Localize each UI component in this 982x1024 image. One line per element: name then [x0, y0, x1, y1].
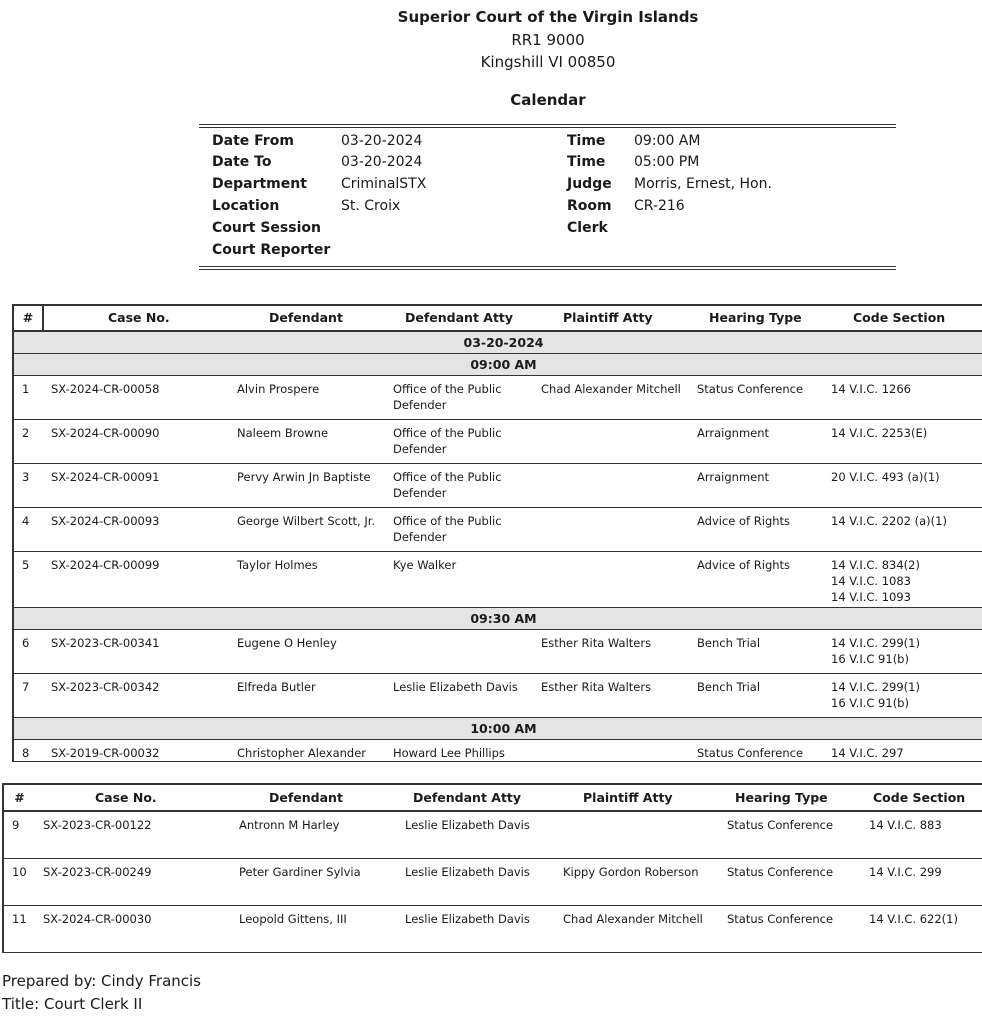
- calendar-table-page-1: [12, 304, 982, 762]
- plaintiff-attorney: [533, 740, 689, 762]
- row-number: 2: [13, 420, 43, 464]
- table-row: [3, 811, 982, 859]
- case-number: SX-2024-CR-00030: [35, 906, 231, 953]
- time-from-label: Time: [567, 133, 606, 149]
- case-number: SX-2023-CR-00342: [43, 674, 229, 718]
- defendant-name: Eugene O Henley: [229, 630, 385, 674]
- court-session-label: Court Session: [212, 220, 321, 236]
- plaintiff-attorney: Kippy Gordon Roberson: [555, 859, 719, 906]
- time-group-row-1000-label: 10:00 AM: [13, 718, 982, 740]
- hearing-type: Advice of Rights: [689, 508, 823, 552]
- code-section: 14 V.I.C. 299: [861, 859, 982, 906]
- case-number: SX-2024-CR-00093: [43, 508, 229, 552]
- defendant-name: Peter Gardiner Sylvia: [231, 859, 397, 906]
- table-row: [13, 508, 982, 552]
- time-group-row-0900-label: 09:00 AM: [13, 354, 982, 376]
- address-line-2: Kingshill VI 00850: [480, 53, 616, 71]
- defendant-attorney: Office of the Public Defender: [385, 420, 533, 464]
- case-number: SX-2019-CR-00032: [43, 740, 229, 762]
- table-row: [13, 464, 982, 508]
- table-row: [13, 740, 982, 762]
- hearing-type: Arraignment: [689, 464, 823, 508]
- col-header-code-section: Code Section: [861, 784, 982, 811]
- col-header-defendant-atty: Defendant Atty: [397, 784, 555, 811]
- defendant-attorney: Leslie Elizabeth Davis: [397, 811, 555, 859]
- defendant-name: Pervy Arwin Jn Baptiste: [229, 464, 385, 508]
- time-group-row-0900: [13, 354, 982, 376]
- department-label: Department: [212, 176, 307, 192]
- row-number: 11: [3, 906, 35, 953]
- defendant-name: Christopher Alexander: [229, 740, 385, 762]
- case-number: SX-2024-CR-00058: [43, 376, 229, 420]
- case-number: SX-2023-CR-00341: [43, 630, 229, 674]
- col-header-defendant: Defendant: [231, 784, 397, 811]
- code-section: 14 V.I.C. 622(1): [861, 906, 982, 953]
- time-from-value: 09:00 AM: [634, 133, 701, 149]
- col-header-plaintiff-atty: Plaintiff Atty: [533, 305, 689, 331]
- table-row: [13, 420, 982, 464]
- table-header-row: [3, 784, 982, 811]
- time-to-label: Time: [567, 154, 606, 170]
- date-to-value: 03-20-2024: [341, 154, 423, 170]
- table-row: [13, 376, 982, 420]
- case-number: SX-2023-CR-00122: [35, 811, 231, 859]
- date-from-label: Date From: [212, 133, 294, 149]
- code-section: 14 V.I.C. 297: [823, 740, 982, 762]
- row-number: 5: [13, 552, 43, 608]
- defendant-attorney: Leslie Elizabeth Davis: [397, 906, 555, 953]
- hearing-type: Status Conference: [689, 376, 823, 420]
- plaintiff-attorney: [533, 420, 689, 464]
- plaintiff-attorney: Esther Rita Walters: [533, 630, 689, 674]
- defendant-name: Naleem Browne: [229, 420, 385, 464]
- date-group-row: [13, 331, 982, 354]
- hearing-type: Status Conference: [719, 906, 861, 953]
- clerk-label: Clerk: [567, 220, 608, 236]
- row-number: 7: [13, 674, 43, 718]
- table-row: [13, 552, 982, 608]
- row-number: 6: [13, 630, 43, 674]
- defendant-name: George Wilbert Scott, Jr.: [229, 508, 385, 552]
- col-header-plaintiff-atty: Plaintiff Atty: [555, 784, 719, 811]
- code-section: 14 V.I.C. 2202 (a)(1): [823, 508, 982, 552]
- time-to-value: 05:00 PM: [634, 154, 700, 170]
- defendant-attorney: Office of the Public Defender: [385, 376, 533, 420]
- defendant-attorney: Office of the Public Defender: [385, 464, 533, 508]
- time-group-row-1000: [13, 718, 982, 740]
- col-header-case-no: Case No.: [35, 784, 231, 811]
- defendant-name: Elfreda Butler: [229, 674, 385, 718]
- table-row: [3, 859, 982, 906]
- judge-label: Judge: [567, 176, 612, 192]
- defendant-attorney: Leslie Elizabeth Davis: [385, 674, 533, 718]
- code-section: 20 V.I.C. 493 (a)(1): [823, 464, 982, 508]
- col-header-hearing-type: Hearing Type: [689, 305, 823, 331]
- defendant-attorney: Howard Lee Phillips: [385, 740, 533, 762]
- col-header-code-section: Code Section: [823, 305, 982, 331]
- code-section: 14 V.I.C. 2253(E): [823, 420, 982, 464]
- table-row: [13, 630, 982, 674]
- location-value: St. Croix: [341, 198, 401, 214]
- calendar-info-box: [199, 124, 896, 270]
- row-number: 8: [13, 740, 43, 762]
- col-header-case-no: Case No.: [43, 305, 229, 331]
- court-name: Superior Court of the Virgin Islands: [397, 8, 699, 26]
- plaintiff-attorney: Chad Alexander Mitchell: [555, 906, 719, 953]
- defendant-name: Taylor Holmes: [229, 552, 385, 608]
- calendar-title: Calendar: [510, 91, 586, 109]
- row-number: 9: [3, 811, 35, 859]
- time-group-row-0930: [13, 608, 982, 630]
- hearing-type: Bench Trial: [689, 630, 823, 674]
- row-number: 1: [13, 376, 43, 420]
- defendant-name: Alvin Prospere: [229, 376, 385, 420]
- case-number: SX-2024-CR-00090: [43, 420, 229, 464]
- row-number: 3: [13, 464, 43, 508]
- table-header-row: [13, 305, 982, 331]
- plaintiff-attorney: Chad Alexander Mitchell: [533, 376, 689, 420]
- code-section: 14 V.I.C. 299(1) 16 V.I.C 91(b): [823, 630, 982, 674]
- address-line-1: RR1 9000: [511, 31, 585, 49]
- defendant-attorney: Kye Walker: [385, 552, 533, 608]
- case-number: SX-2023-CR-00249: [35, 859, 231, 906]
- plaintiff-attorney: [533, 552, 689, 608]
- code-section: 14 V.I.C. 299(1) 16 V.I.C 91(b): [823, 674, 982, 718]
- col-header-defendant: Defendant: [229, 305, 385, 331]
- col-header-defendant-atty: Defendant Atty: [385, 305, 533, 331]
- plaintiff-attorney: [555, 811, 719, 859]
- plaintiff-attorney: [533, 464, 689, 508]
- plaintiff-attorney: Esther Rita Walters: [533, 674, 689, 718]
- department-value: CriminalSTX: [341, 176, 427, 192]
- defendant-name: Antronn M Harley: [231, 811, 397, 859]
- case-number: SX-2024-CR-00091: [43, 464, 229, 508]
- preparer-title: Title: Court Clerk II: [2, 995, 143, 1013]
- hearing-type: Status Conference: [719, 859, 861, 906]
- col-header-num: #: [3, 784, 35, 811]
- case-number: SX-2024-CR-00099: [43, 552, 229, 608]
- date-group-row-label: 03-20-2024: [13, 331, 982, 354]
- hearing-type: Status Conference: [689, 740, 823, 762]
- table-row: [13, 674, 982, 718]
- hearing-type: Arraignment: [689, 420, 823, 464]
- defendant-name: Leopold Gittens, III: [231, 906, 397, 953]
- code-section: 14 V.I.C. 834(2) 14 V.I.C. 1083 14 V.I.C. 1093: [823, 552, 982, 608]
- code-section: 14 V.I.C. 883: [861, 811, 982, 859]
- defendant-attorney: [385, 630, 533, 674]
- hearing-type: Status Conference: [719, 811, 861, 859]
- defendant-attorney: Office of the Public Defender: [385, 508, 533, 552]
- row-number: 4: [13, 508, 43, 552]
- location-label: Location: [212, 198, 280, 214]
- room-label: Room: [567, 198, 612, 214]
- date-from-value: 03-20-2024: [341, 133, 423, 149]
- defendant-attorney: Leslie Elizabeth Davis: [397, 859, 555, 906]
- time-group-row-0930-label: 09:30 AM: [13, 608, 982, 630]
- room-value: CR-216: [634, 198, 685, 214]
- date-to-label: Date To: [212, 154, 272, 170]
- hearing-type: Bench Trial: [689, 674, 823, 718]
- calendar-table-page-2: [2, 783, 982, 953]
- table-row: [3, 906, 982, 953]
- plaintiff-attorney: [533, 508, 689, 552]
- judge-value: Morris, Ernest, Hon.: [634, 176, 772, 192]
- hearing-type: Advice of Rights: [689, 552, 823, 608]
- row-number: 10: [3, 859, 35, 906]
- court-reporter-label: Court Reporter: [212, 242, 331, 258]
- prepared-by: Prepared by: Cindy Francis: [2, 972, 201, 990]
- col-header-num: #: [13, 305, 43, 331]
- col-header-hearing-type: Hearing Type: [719, 784, 861, 811]
- code-section: 14 V.I.C. 1266: [823, 376, 982, 420]
